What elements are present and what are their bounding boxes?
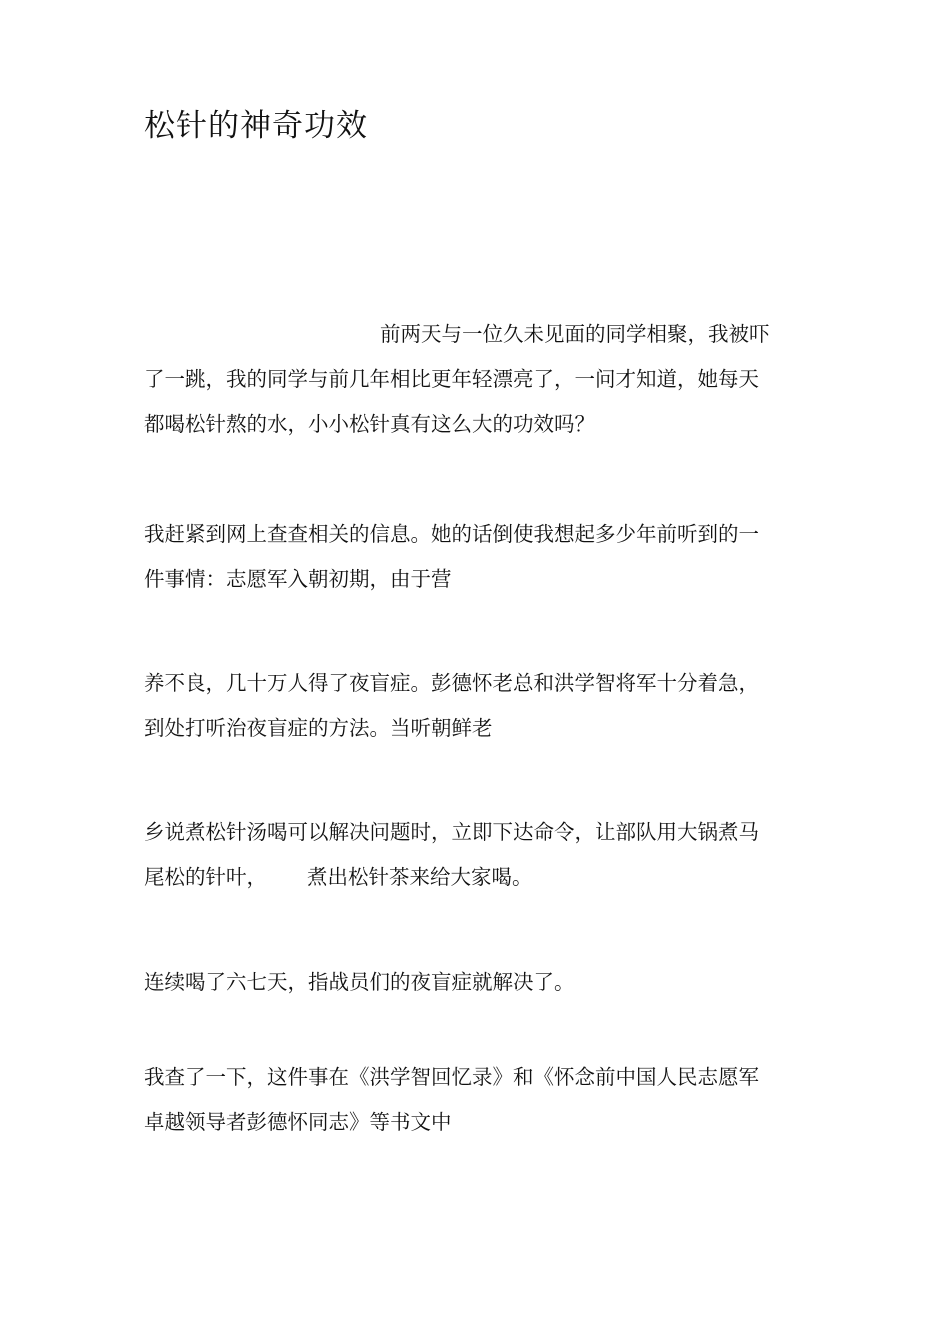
paragraph-line: 我查了一下，这件事在《洪学智回忆录》和《怀念前中国人民志愿军 — [144, 1065, 759, 1089]
paragraph-line: 养不良，几十万人得了夜盲症。彭德怀老总和洪学智将军十分着急， — [144, 671, 759, 695]
paragraph-line: 都喝松针熬的水，小小松针真有这么大的功效吗？ — [144, 412, 595, 436]
paragraph-line-split — [144, 855, 806, 900]
paragraph-line: 卓越领导者彭德怀同志》等书文中 — [144, 1110, 452, 1134]
paragraph-line: 件事情：志愿军入朝初期，由于营 — [144, 567, 452, 591]
paragraph-line: 乡说煮松针汤喝可以解决问题时，立即下达命令，让部队用大锅煮马 — [144, 820, 759, 844]
paragraph-4 — [144, 810, 806, 900]
paragraph-line: 到处打听治夜盲症的方法。当听朝鲜老 — [144, 716, 493, 740]
paragraph-2 — [144, 512, 806, 602]
page-title: 松针的神奇功效 — [144, 108, 368, 144]
paragraph-1 — [144, 312, 806, 447]
paragraph-6 — [144, 1055, 806, 1145]
paragraph-line: 连续喝了六七天，指战员们的夜盲症就解决了。 — [144, 970, 575, 994]
paragraph-line: 了一跳，我的同学与前几年相比更年轻漂亮了，一问才知道，她每天 — [144, 367, 759, 391]
paragraph-5 — [144, 960, 806, 1005]
paragraph-3 — [144, 661, 806, 751]
paragraph-line: 我赶紧到网上查查相关的信息。她的话倒使我想起多少年前听到的一 — [144, 522, 759, 546]
paragraph-line: 前两天与一位久未见面的同学相聚，我被吓 — [380, 322, 770, 346]
paragraph-fragment: 煮出松针茶来给大家喝。 — [307, 865, 533, 889]
paragraph-fragment: 尾松的针叶， — [144, 865, 267, 889]
